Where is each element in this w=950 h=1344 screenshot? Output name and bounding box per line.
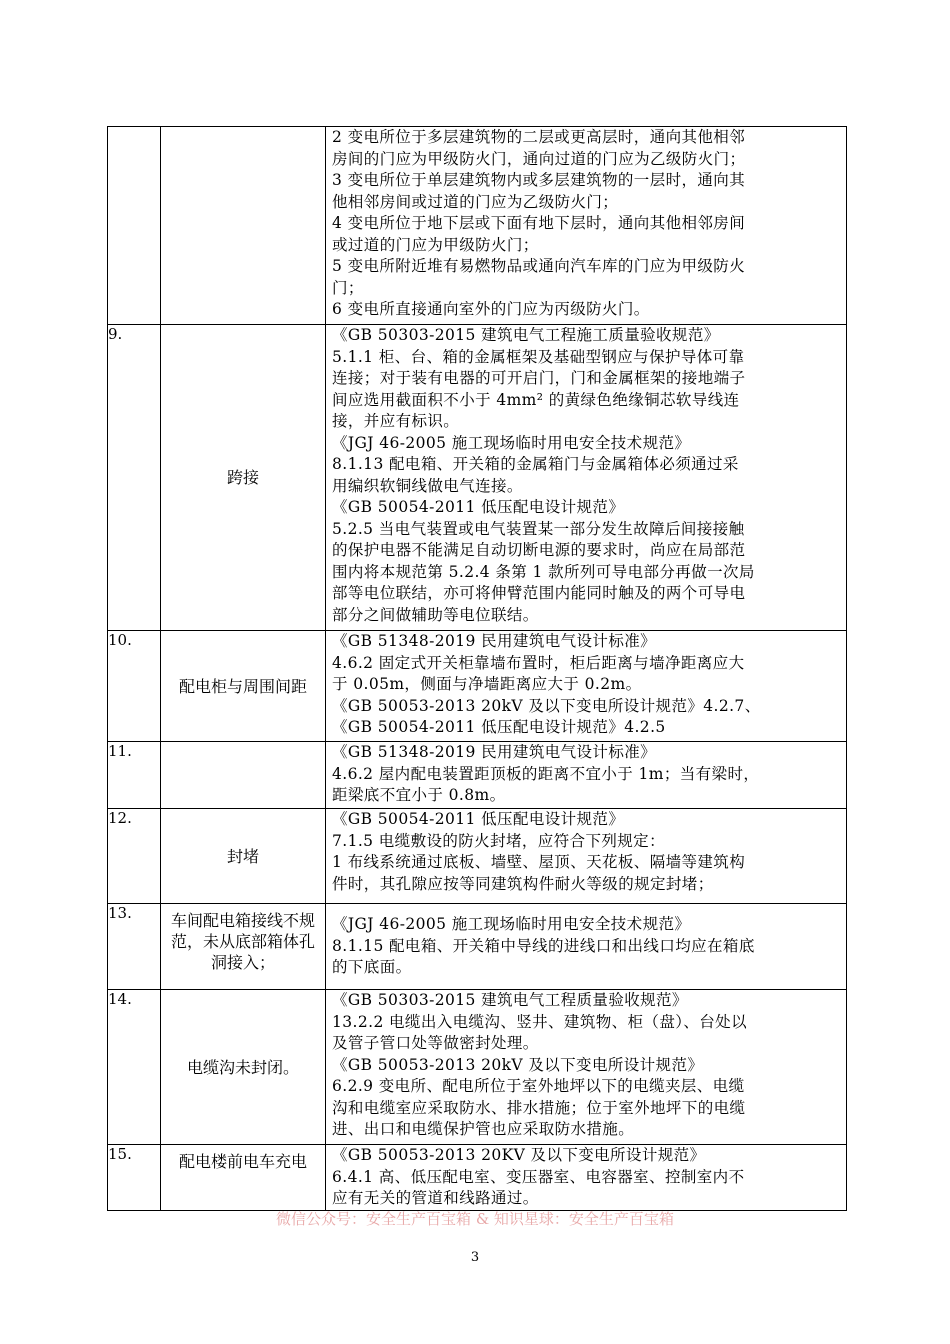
content-line: 6.2.9 变电所、配电所位于室外地坪以下的电缆夹层、电缆 <box>332 1077 745 1095</box>
content-line: 《GB 50054-2011 低压配电设计规范》 <box>332 810 625 828</box>
content-line: 间应选用截面积不小于 4mm² 的黄绿色绝缘铜芯软导线连 <box>332 390 740 409</box>
content-line: 4 变电所位于地下层或下面有地下层时，通向其他相邻房间 <box>332 214 746 232</box>
content-line: 门； <box>332 278 364 297</box>
row-topic: 电缆沟未封闭。 <box>161 990 326 1145</box>
content-line: 5 变电所附近堆有易燃物品或通向汽车库的门应为甲级防火 <box>332 257 746 275</box>
content-line: 连接；对于装有电器的可开启门，门和金属框架的接地端子 <box>332 369 746 387</box>
row-topic: 配电柜与周围间距 <box>161 631 326 742</box>
row-number: 12. <box>108 809 161 904</box>
page-number: 3 <box>470 1250 480 1265</box>
content-line: 《GB 50303-2015 建筑电气工程质量验收规范》 <box>332 991 688 1009</box>
table-row <box>108 127 847 325</box>
content-line: 《JGJ 46-2005 施工现场临时用电安全技术规范》 <box>332 915 691 934</box>
row-number: 11. <box>108 742 161 809</box>
row-number: 10. <box>108 631 161 742</box>
table-row <box>108 631 847 742</box>
content-line: 《GB 50054-2011 低压配电设计规范》 <box>332 498 625 516</box>
standards-table <box>107 126 847 1211</box>
content-line: 8.1.15 配电箱、开关箱中导线的进线口和出线口均应在箱底 <box>332 936 755 955</box>
content-line: 《GB 50053-2013 20kV 及以下变电所设计规范》 <box>332 1055 704 1074</box>
content-line: 4.6.2 固定式开关柜靠墙布置时，柜后距离与墙净距离应大 <box>332 653 745 672</box>
content-line: 的保护电器不能满足自动切断电源的要求时，尚应在局部范 <box>332 541 746 559</box>
table-row <box>108 325 847 631</box>
row-topic: 封堵 <box>161 809 326 904</box>
content-line: 《GB 50053-2013 20KV 及以下变电所设计规范》 <box>332 1146 706 1164</box>
table-row <box>108 990 847 1145</box>
table-row <box>108 904 847 990</box>
content-line: 《GB 51348-2019 民用建筑电气设计标准》 <box>332 632 657 650</box>
row-content <box>326 127 847 325</box>
content-line: 距梁底不宜小于 0.8m。 <box>332 786 506 804</box>
row-content <box>326 809 847 904</box>
table-row <box>108 1145 847 1211</box>
watermark-text: 微信公众号：安全生产百宝箱 & 知识星球：安全生产百宝箱 <box>276 1210 674 1228</box>
content-line: 4.6.2 屋内配电装置距顶板的距离不宜小于 1m；当有梁时， <box>332 764 760 783</box>
content-line: 于 0.05m，侧面与净墙距离应大于 0.2m。 <box>332 675 642 693</box>
row-content <box>326 1145 847 1211</box>
content-line: 5.2.5 当电气装置或电气装置某一部分发生故障后间接接触 <box>332 519 745 538</box>
row-number <box>108 127 161 325</box>
content-line: 《GB 50053-2013 20kV 及以下变电所设计规范》4.2.7、 <box>332 696 761 715</box>
row-topic <box>161 742 326 809</box>
content-line: 《GB 51348-2019 民用建筑电气设计标准》 <box>332 743 657 761</box>
row-content <box>326 742 847 809</box>
content-line: 进、出口和电缆保护管也应采取防水措施。 <box>332 1120 635 1138</box>
table-row <box>108 742 847 809</box>
row-topic: 配电楼前电车充电 <box>161 1145 326 1211</box>
content-line: 用编织软铜线做电气连接。 <box>332 476 523 495</box>
content-line: 《GB 50303-2015 建筑电气工程施工质量验收规范》 <box>332 326 720 344</box>
content-line: 8.1.13 配电箱、开关箱的金属箱门与金属箱体必须通过采 <box>332 455 739 473</box>
table-row <box>108 809 847 904</box>
content-line: 3 变电所位于单层建筑物内或多层建筑物的一层时，通向其 <box>332 171 746 189</box>
content-line: 围内将本规范第 5.2.4 条第 1 款所列可导电部分再做一次局 <box>332 562 755 581</box>
content-line: 部分之间做辅助等电位联结。 <box>332 605 539 624</box>
content-line: 5.1.1 柜、台、箱的金属框架及基础型钢应与保护导体可靠 <box>332 347 745 366</box>
row-number: 13. <box>108 904 161 990</box>
row-content <box>326 904 847 990</box>
content-line: 2 变电所位于多层建筑物的二层或更高层时，通向其他相邻 <box>332 128 746 146</box>
content-line: 及管子管口处等做密封处理。 <box>332 1034 539 1052</box>
content-line: 的下底面。 <box>332 958 412 977</box>
content-line: 6.4.1 高、低压配电室、变压器室、电容器室、控制室内不 <box>332 1167 745 1186</box>
row-content <box>326 325 847 631</box>
content-line: 他相邻房间或过道的门应为乙级防火门； <box>332 192 619 211</box>
content-line: 或过道的门应为甲级防火门； <box>332 235 539 254</box>
row-topic: 车间配电箱接线不规范，未从底部箱体孔洞接入； <box>161 904 326 990</box>
content-line: 《GB 50054-2011 低压配电设计规范》4.2.5 <box>332 718 666 736</box>
content-line: 件时，其孔隙应按等同建筑构件耐火等级的规定封堵； <box>332 874 714 893</box>
row-content <box>326 631 847 742</box>
row-content <box>326 990 847 1145</box>
row-number: 14. <box>108 990 161 1145</box>
row-number: 9. <box>108 325 161 631</box>
content-line: 接，并应有标识。 <box>332 412 460 430</box>
content-line: 1 布线系统通过底板、墙壁、屋顶、天花板、隔墙等建筑构 <box>332 853 746 871</box>
content-line: 部等电位联结，亦可将伸臂范围内能同时触及的两个可导电 <box>332 584 746 602</box>
content-line: 7.1.5 电缆敷设的防火封堵，应符合下列规定： <box>332 831 665 850</box>
content-line: 应有无关的管道和线路通过。 <box>332 1189 539 1207</box>
content-line: 沟和电缆室应采取防水、排水措施；位于室外地坪下的电缆 <box>332 1098 746 1117</box>
row-number: 15. <box>108 1145 161 1211</box>
content-line: 6 变电所直接通向室外的门应为丙级防火门。 <box>332 300 650 318</box>
content-line: 13.2.2 电缆出入电缆沟、竖井、建筑物、柜（盘）、台处以 <box>332 1012 747 1031</box>
content-line: 《JGJ 46-2005 施工现场临时用电安全技术规范》 <box>332 433 691 452</box>
row-topic: 跨接 <box>161 325 326 631</box>
row-topic <box>161 127 326 325</box>
content-line: 房间的门应为甲级防火门，通向过道的门应为乙级防火门； <box>332 149 746 168</box>
